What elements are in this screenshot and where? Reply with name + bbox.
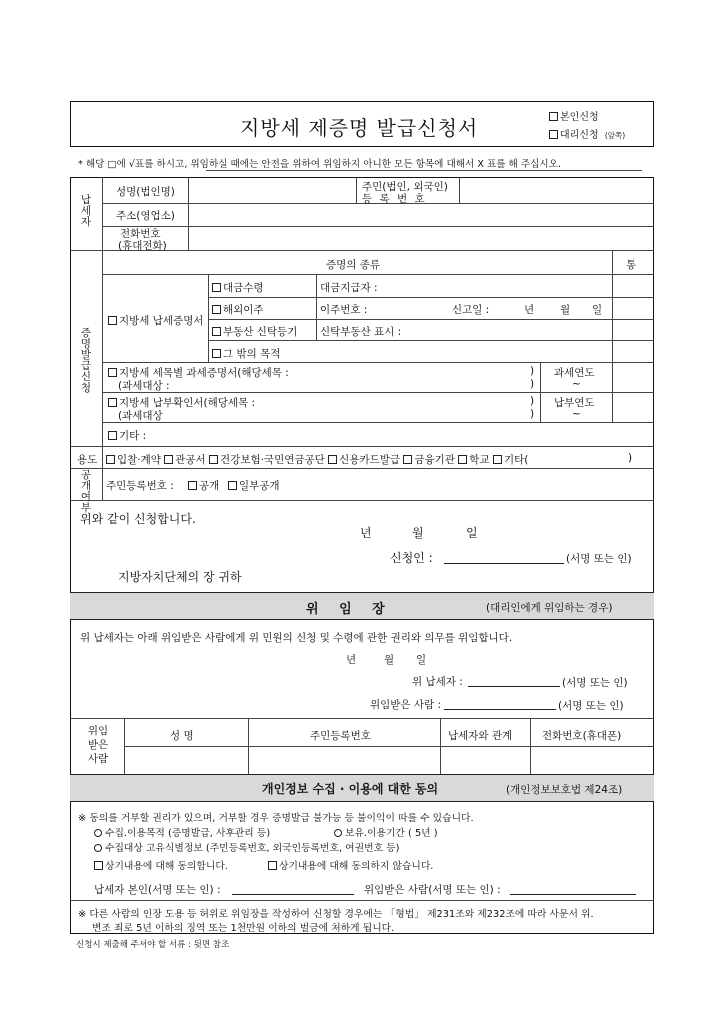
- page-title: 지방세 제증명 발급신청서: [240, 116, 479, 140]
- payment-year-label: 납부연도: [554, 397, 595, 409]
- phone-field[interactable]: [190, 228, 650, 248]
- self-apply-option[interactable]: 본인신청: [549, 108, 599, 123]
- disclosure-resident-label: 주민등록번호 :: [106, 480, 174, 492]
- trust-property-label: 신탁부동산 표시 :: [320, 326, 402, 338]
- side-label: (앞쪽): [604, 131, 626, 140]
- usage-bank-checkbox[interactable]: [403, 455, 412, 464]
- delegation-taxpayer-sign-field[interactable]: [468, 674, 560, 687]
- delegation-statement: 위 납세자는 아래 위임받은 사람에게 위 민원의 신청 및 수령에 관한 권리와 의무를 위임합니다.: [80, 632, 513, 644]
- usage-insurance-checkbox[interactable]: [209, 455, 218, 464]
- privacy-taxpayer-sign-label: 납세자 본인(서명 또는 인) :: [94, 884, 221, 896]
- usage-office-option[interactable]: 관공서: [164, 454, 205, 466]
- report-year: 년: [524, 304, 535, 316]
- emigration-checkbox[interactable]: [212, 305, 221, 314]
- disclosure-public-checkbox[interactable]: [188, 481, 197, 490]
- delegate-name-field[interactable]: [126, 748, 246, 772]
- trust-registration-option[interactable]: 부동산 신탁등기: [212, 324, 297, 339]
- id-label-line2: 등 록 번 호: [362, 193, 427, 205]
- privacy-disagree-checkbox[interactable]: [268, 861, 277, 870]
- payment-confirm-checkbox[interactable]: [108, 398, 117, 407]
- delegation-delegate-sign-hint: (서명 또는 인): [558, 700, 624, 712]
- phone-label-line2: (휴대전화): [118, 240, 167, 252]
- local-tax-cert-checkbox[interactable]: [108, 316, 117, 325]
- other-cert-checkbox[interactable]: [108, 431, 117, 440]
- delegation-delegate-sign-field[interactable]: [444, 697, 556, 710]
- phone-label-line1: 전화번호: [120, 228, 161, 240]
- taxpayer-section-label: 납세자: [80, 194, 92, 228]
- usage-other-checkbox[interactable]: [493, 455, 502, 464]
- usage-school-checkbox[interactable]: [458, 455, 467, 464]
- agent-apply-checkbox[interactable]: [549, 130, 558, 139]
- local-tax-cert-option[interactable]: 지방세 납세증명서: [108, 313, 203, 328]
- target-bullet-icon: [94, 844, 102, 852]
- usage-school-option[interactable]: 학교: [458, 454, 489, 466]
- tax-year-tilde: ~: [572, 378, 581, 390]
- usage-card-option[interactable]: 신용카드발급: [328, 454, 400, 466]
- usage-label: 용도: [77, 454, 98, 466]
- usage-options: [106, 452, 528, 467]
- privacy-taxpayer-sign-field[interactable]: [232, 882, 354, 895]
- report-month: 월: [560, 304, 571, 316]
- payment-receive-checkbox[interactable]: [212, 283, 221, 292]
- recipient-label: 지방자치단체의 장 귀하: [118, 570, 242, 584]
- other-cert-option[interactable]: 기타 :: [108, 428, 146, 443]
- delegate-id-field[interactable]: [250, 748, 438, 772]
- tax-target2-label: (과세대상: [118, 410, 163, 422]
- privacy-title: 개인정보 수집 · 이용에 대한 동의: [262, 782, 439, 796]
- delegate-col-id: 주민등록번호: [310, 730, 371, 742]
- penalty-line1: ※ 다른 사람의 인장 도용 등 허위로 위임장을 작성하여 신청할 경우에는 「형법」 제231조와 제232조에 따라 사문서 위.: [78, 909, 594, 920]
- delegation-title: 위 임 장: [306, 602, 385, 617]
- cert-kind-header: 증명의 종류: [326, 259, 381, 271]
- applicant-sign-hint: (서명 또는 인): [566, 553, 632, 565]
- payment-year-tilde: ~: [572, 408, 581, 420]
- usage-other-option[interactable]: 기타(: [493, 454, 528, 466]
- applicant-label: 신청인 :: [390, 551, 433, 565]
- trust-registration-checkbox[interactable]: [212, 327, 221, 336]
- paren-close-4: ): [530, 408, 535, 420]
- emigration-number-label: 이주번호 :: [320, 304, 368, 316]
- notice-underline: [206, 170, 642, 171]
- notice-text: * 해당 □에 √표를 하시고, 위임하실 때에는 안전을 위하여 위임하지 아니한 모든 항목에 대해서 X 표를 해 주십시오.: [78, 159, 561, 170]
- name-field[interactable]: [190, 179, 354, 201]
- privacy-agree-checkbox[interactable]: [94, 861, 103, 870]
- payment-receive-option[interactable]: 대금수령: [212, 280, 264, 295]
- paren-close-3: ): [530, 395, 535, 407]
- footer-note: 신청시 제출해 주셔야 할 서류 : 뒷면 참조: [76, 940, 230, 950]
- address-field[interactable]: [190, 205, 650, 225]
- purpose-bullet-icon: [94, 829, 102, 837]
- disclosure-public-option[interactable]: 공개: [188, 478, 219, 493]
- other-purpose-checkbox[interactable]: [212, 349, 221, 358]
- privacy-target: 수집대상 고유식별정보 (주민등록번호, 외국인등록번호, 여권번호 등): [94, 840, 399, 854]
- certificate-section-label: 증명발급신청: [80, 327, 92, 394]
- disclosure-partial-checkbox[interactable]: [228, 481, 237, 490]
- delegation-day: 일: [416, 654, 427, 666]
- usage-bank-option[interactable]: 금융기관: [403, 454, 455, 466]
- privacy-warning: ※ 동의를 거부할 권리가 있으며, 거부할 경우 증명발급 불가능 등 불이익이 따를 수 있습니다.: [78, 813, 474, 824]
- privacy-retention: 보유.이용기간 ( 5년 ): [334, 825, 438, 839]
- address-label: 주소(영업소): [116, 210, 175, 222]
- usage-insurance-option[interactable]: 건강보험·국민연금공단: [209, 454, 325, 466]
- delegation-month: 월: [384, 654, 395, 666]
- disclosure-label: 공개여부: [80, 469, 92, 514]
- disclosure-partial-option[interactable]: 일부공개: [228, 478, 280, 493]
- self-apply-checkbox[interactable]: [549, 112, 558, 121]
- emigration-option[interactable]: 해외이주: [212, 302, 264, 317]
- tax-target-label: (과세대상 :: [118, 380, 170, 392]
- delegate-col-phone: 전화번호(휴대폰): [542, 730, 622, 742]
- application-day: 일: [466, 526, 478, 540]
- applicant-sign-field[interactable]: [444, 550, 564, 564]
- application-year: 년: [360, 526, 372, 540]
- usage-card-checkbox[interactable]: [328, 455, 337, 464]
- agent-apply-option[interactable]: 대리신청 (앞쪽): [549, 126, 625, 141]
- privacy-delegate-sign-label: 위임받은 사람(서명 또는 인) :: [364, 884, 501, 896]
- payer-label: 대금지급자 :: [320, 282, 378, 294]
- usage-office-checkbox[interactable]: [164, 455, 173, 464]
- delegate-side-label: 위임받은사람: [87, 725, 109, 765]
- usage-close-paren: ): [628, 452, 633, 464]
- other-purpose-option[interactable]: 그 밖의 목적: [212, 346, 280, 361]
- payment-confirm-option[interactable]: 지방세 납부확인서(해당세목 :: [108, 395, 255, 410]
- report-day: 일: [592, 304, 603, 316]
- application-month: 월: [412, 526, 424, 540]
- tax-year-label: 과세연도: [554, 367, 595, 379]
- delegate-relation-field[interactable]: [442, 748, 528, 772]
- delegation-subtitle: (대리인에게 위임하는 경우): [486, 602, 613, 614]
- privacy-agree-option[interactable]: 상기내용에 대해 동의합니다.: [94, 858, 228, 872]
- usage-bid-option[interactable]: 입찰·계약: [106, 454, 161, 466]
- name-label: 성명(법인명): [116, 186, 175, 198]
- delegation-year: 년: [346, 654, 357, 666]
- count-header: 통: [626, 259, 637, 271]
- retention-bullet-icon: [334, 829, 342, 837]
- privacy-law: (개인정보보호법 제24조): [506, 784, 623, 796]
- delegation-taxpayer-label: 위 납세자 :: [412, 676, 463, 688]
- paren-close-1: ): [530, 365, 535, 377]
- delegate-col-relation: 납세자와 관계: [448, 730, 513, 742]
- per-item-cert-checkbox[interactable]: [108, 368, 117, 377]
- privacy-delegate-sign-field[interactable]: [510, 882, 636, 895]
- application-statement: 위와 같이 신청합니다.: [80, 512, 196, 526]
- paren-close-2: ): [530, 378, 535, 390]
- report-date-label: 신고일 :: [452, 304, 490, 316]
- id-number-field[interactable]: [461, 179, 651, 201]
- penalty-line2: 변조 죄로 5년 이하의 징역 또는 1천만원 이하의 벌금에 처하게 됩니다.: [92, 923, 395, 934]
- delegate-col-name: 성 명: [170, 730, 194, 742]
- usage-bid-checkbox[interactable]: [106, 455, 115, 464]
- privacy-disagree-option[interactable]: 상기내용에 대해 동의하지 않습니다.: [268, 858, 433, 872]
- delegate-phone-field[interactable]: [532, 748, 652, 772]
- delegation-delegate-label: 위임받은 사람 :: [370, 699, 442, 711]
- per-item-cert-option[interactable]: 지방세 세목별 과세증명서(해당세목 :: [108, 365, 289, 380]
- privacy-purpose: 수집.이용목적 (증명발급, 사후관리 등): [94, 825, 270, 839]
- id-label-line1: 주민(법인, 외국인): [362, 181, 448, 193]
- delegation-taxpayer-sign-hint: (서명 또는 인): [562, 677, 628, 689]
